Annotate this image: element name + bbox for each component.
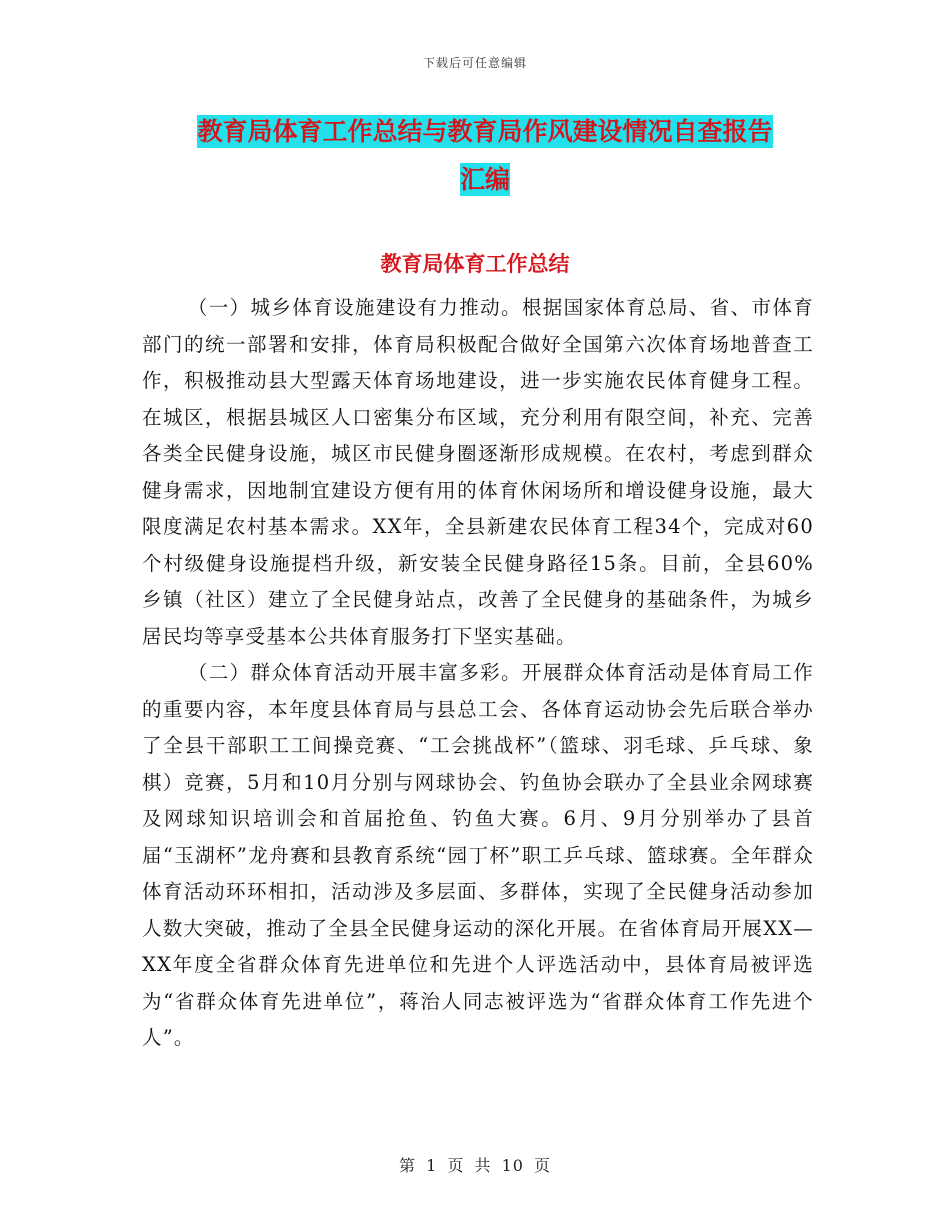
- title-line-1-text: 教育局体育工作总结与教育局作风建设情况自查报告: [197, 117, 773, 146]
- document-title-line-2: [150, 156, 820, 204]
- document-title-line-1: [150, 108, 820, 156]
- footer-current-page: 1: [426, 1156, 438, 1175]
- section-title: 教育局体育工作总结: [380, 251, 570, 276]
- footer-prefix: 第: [398, 1156, 416, 1175]
- title-line-2-text: 汇编: [459, 165, 510, 194]
- body-text: [142, 290, 814, 1057]
- paragraph-1: （一）城乡体育设施建设有力推动。根据国家体育总局、省、市体育部门的统一部署和安排，体育局积极配合做好全国第六次体育场地普查工作，积极推动县大型露天体育场地建设，进一步实施农民体育健身工程。在城区，根据县城区人口密集分布区域，充分利用有限空间，补充、完善各类全民健身设施，城区市民健身圈逐渐形成规模。在农村，考虑到群众健身需求，因地制宜建设方便有用的体育休闲场所和增设健身设施，最大限度满足农村基本需求。XX年，全县新建农民体育工程34个，完成对60个村级健身设施提档升级，新安装全民健身路径15条。目前，全县60%乡镇（社区）建立了全民健身站点，改善了全民健身的基础条件，为城乡居民均等享受基本公共体育服务打下坚实基础。: [142, 296, 814, 648]
- footer-total-pages: 10: [501, 1156, 524, 1175]
- footer-total-suffix: 页: [534, 1156, 552, 1175]
- page-footer: [0, 1153, 950, 1176]
- document-title: [150, 108, 820, 204]
- page-header: 下载后可任意编辑: [422, 56, 527, 70]
- footer-total-prefix: 共: [474, 1156, 492, 1175]
- paragraph-2: （二）群众体育活动开展丰富多彩。开展群众体育活动是体育局工作的重要内容，本年度县体育局与县总工会、各体育运动协会先后联合举办了全县干部职工工间操竞赛、“工会挑战杯”（篮球、羽毛球、乒乓球、象棋）竞赛，5月和10月分别与网球协会、钓鱼协会联办了全县业余网球赛及网球知识培训会和首届抢鱼、钓鱼大赛。6月、9月分别举办了县首届“玉湖杯”龙舟赛和县教育系统“园丁杯”职工乒乓球、篮球赛。全年群众体育活动环环相扣，活动涉及多层面、多群体，实现了全民健身活动参加人数大突破，推动了全县全民健身运动的深化开展。在省体育局开展XX—XX年度全省群众体育先进单位和先进个人评选活动中，县体育局被评选为“省群众体育先进单位”，蒋治人同志被评选为“省群众体育工作先进个人”。: [142, 661, 814, 1049]
- footer-page-label: 页: [447, 1156, 465, 1175]
